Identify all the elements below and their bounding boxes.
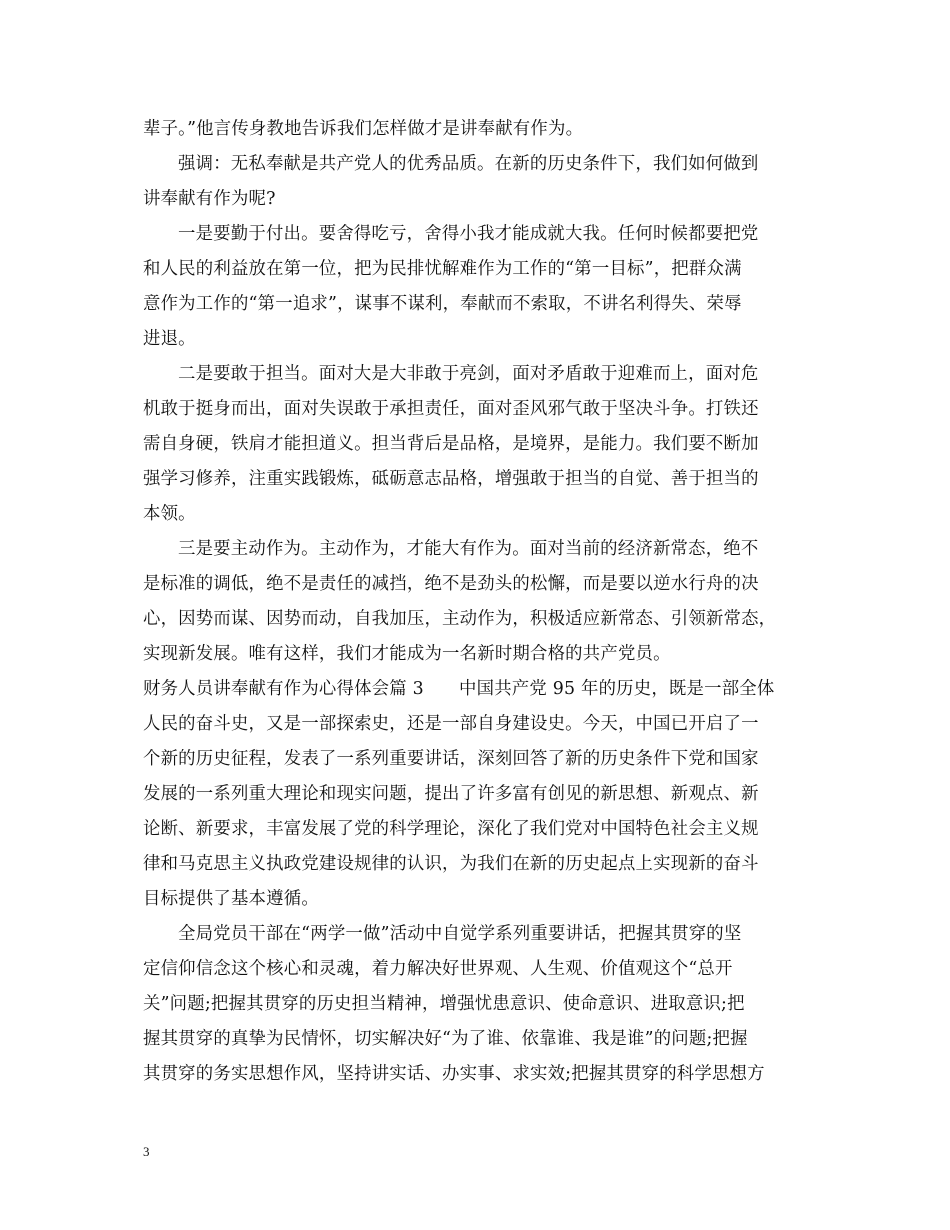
text-line: 关”问题;把握其贯穿的历史担当精神，增强忧患意识、使命意识、进取意识;把 xyxy=(143,994,745,1014)
text-line: 三是要主动作为。主动作为，才能大有作为。面对当前的经济新常态，绝不 xyxy=(178,539,759,559)
text-line: 律和马克思主义执政党建设规律的认识，为我们在新的历史起点上实现新的奋斗 xyxy=(143,854,759,874)
text-line: 需自身硬，铁肩才能担道义。担当背后是品格，是境界，是能力。我们要不断加 xyxy=(143,434,759,454)
text-line: 本领。 xyxy=(143,504,196,524)
page-number: 3 xyxy=(143,1144,150,1159)
text-line: 其贯穿的务实思想作风，坚持讲实话、办实事、求实效;把握其贯穿的科学思想方 xyxy=(143,1064,765,1084)
text-line: 个新的历史征程，发表了一系列重要讲话，深刻回答了新的历史条件下党和国家 xyxy=(143,749,759,769)
text-line: 进退。 xyxy=(143,329,196,349)
text-line: 人民的奋斗史，又是一部探索史，还是一部自身建设史。今天，中国已开启了一 xyxy=(143,714,759,734)
text-line: 论断、新要求，丰富发展了党的科学理论，深化了我们党对中国特色社会主义规 xyxy=(143,819,759,839)
text-line: 是标准的调低，绝不是责任的减挡，绝不是劲头的松懈，而是要以逆水行舟的决 xyxy=(143,574,759,594)
text-line: 全局党员干部在“两学一做”活动中自觉学系列重要讲话，把握其贯穿的坚 xyxy=(178,924,742,944)
text-line: 辈子。”他言传身教地告诉我们怎样做才是讲奉献有作为。 xyxy=(143,119,584,139)
text-line: 发展的一系列重大理论和现实问题，提出了许多富有创见的新思想、新观点、新 xyxy=(143,784,759,804)
text-line: 意作为工作的“第一追求”，谋事不谋利，奉献而不索取，不讲名利得失、荣辱 xyxy=(143,294,742,314)
text-line: 和人民的利益放在第一位，把为民排忧解难作为工作的“第一目标”，把群众满 xyxy=(143,259,742,279)
text-line: 二是要敢于担当。面对大是大非敢于亮剑，面对矛盾敢于迎难而上，面对危 xyxy=(178,364,759,384)
text-line: 强学习修养，注重实践锻炼，砥砺意志品格，增强敢于担当的自觉、善于担当的 xyxy=(143,469,759,489)
text-line: 实现新发展。唯有这样，我们才能成为一名新时期合格的共产党员。 xyxy=(143,644,671,664)
section-heading-line: 财务人员讲奉献有作为心得体会篇 3 中国共产党 95 年的历史，既是一部全体 xyxy=(143,679,775,699)
text-line: 一是要勤于付出。要舍得吃亏，舍得小我才能成就大我。任何时候都要把党 xyxy=(178,224,759,244)
text-line: 心，因势而谋、因势而动，自我加压，主动作为，积极适应新常态、引领新常态， xyxy=(143,609,777,629)
text-line: 握其贯穿的真挚为民情怀，切实解决好“为了谁、依靠谁、我是谁”的问题;把握 xyxy=(143,1029,748,1049)
text-line: 机敢于挺身而出，面对失误敢于承担责任，面对歪风邪气敢于坚决斗争。打铁还 xyxy=(143,399,759,419)
text-line: 讲奉献有作为呢? xyxy=(143,189,276,209)
text-line: 定信仰信念这个核心和灵魂，着力解决好世界观、人生观、价值观这个“总开 xyxy=(143,959,733,979)
text-line: 强调：无私奉献是共产党人的优秀品质。在新的历史条件下，我们如何做到 xyxy=(178,154,759,174)
text-line: 目标提供了基本遵循。 xyxy=(143,889,319,909)
